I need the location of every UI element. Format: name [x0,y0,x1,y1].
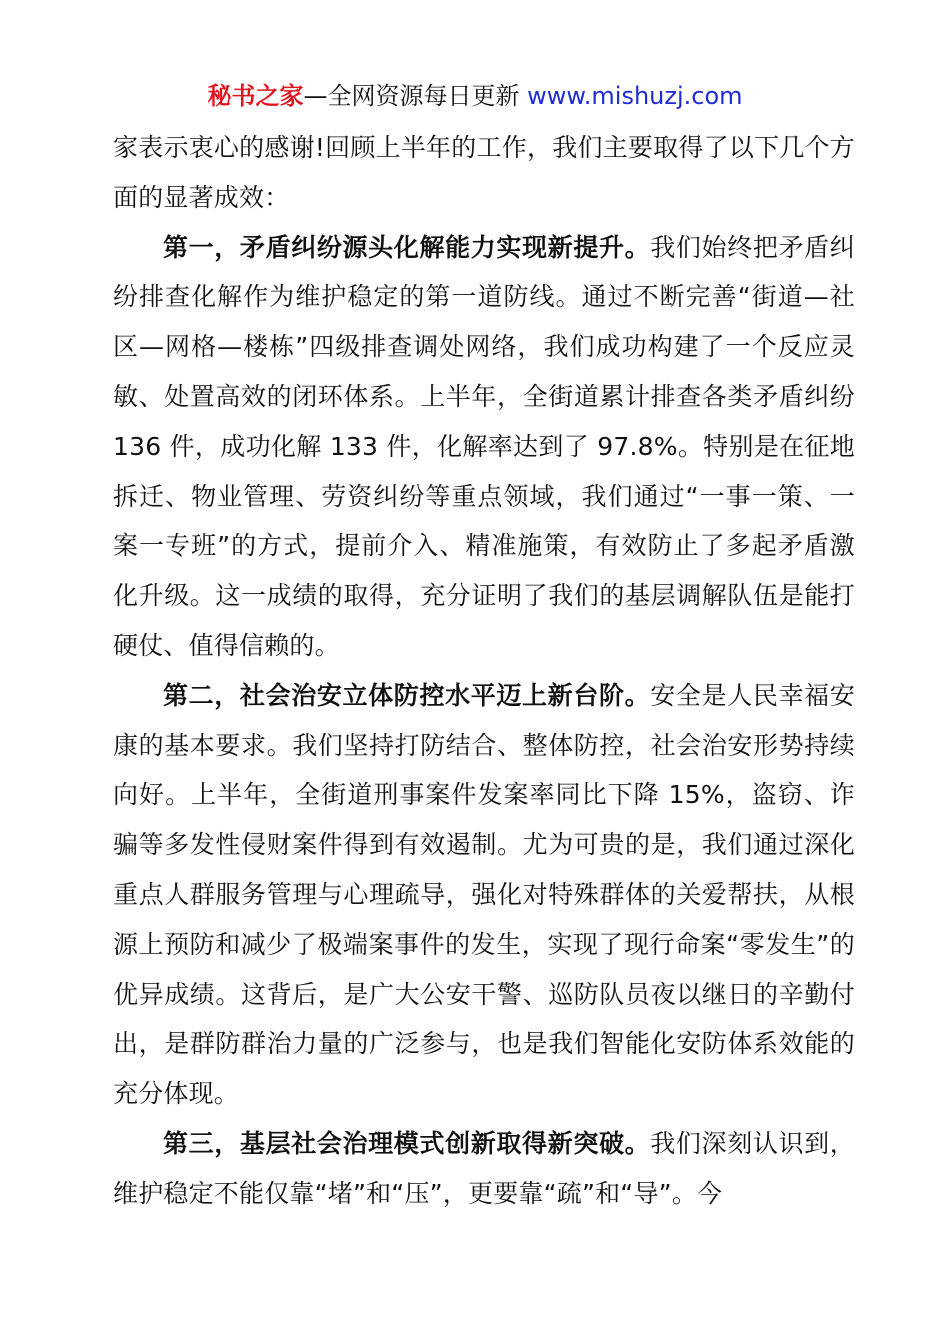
paragraph-heading: 第一，矛盾纠纷源头化解能力实现新提升。 [163,232,651,262]
paragraph-first [113,223,855,671]
paragraph-third [113,1119,855,1219]
site-header [0,80,950,112]
paragraph-second [113,671,855,1119]
paragraph-heading: 第三，基层社会治理模式创新取得新突破。 [163,1128,651,1158]
paragraph-text: 安全是人民幸福安康的基本要求。我们坚持打防结合、整体防控，社会治安形势持续向好。上半年，全街道刑事案件发案率同比下降 15%，盗窃、诈骗等多发性侵财案件得到有效遏制。尤为可贵的是，我们通过深化重点人群服务管理与心理疏导，强化对特殊群体的关爱帮扶，从根源上预防和减少了极端案事件的发生，实现了现行命案“零发生”的优异成绩。这背后，是广大公安干警、巡防队员夜以继日的辛勤付出，是群防群治力量的广泛参与，也是我们智能化安防体系效能的充分体现。 [113,680,855,1109]
site-brand: 秘书之家 [207,82,304,110]
document-body [113,123,855,1219]
paragraph-intro [113,123,855,223]
paragraph-text: 家表示衷心的感谢!回顾上半年的工作，我们主要取得了以下几个方面的显著成效： [113,133,855,212]
site-url-link[interactable]: www.mishuzj.com [527,82,743,110]
site-tagline: —全网资源每日更新 [303,82,528,110]
paragraph-heading: 第二，社会治安立体防控水平迈上新台阶。 [163,680,651,710]
paragraph-text: 我们深刻认识到，维护稳定不能仅靠“堵”和“压”，更要靠“疏”和“导”。今 [113,1128,855,1208]
paragraph-text: 我们始终把矛盾纠纷排查化解作为维护稳定的第一道防线。通过不断完善“街道—社区—网格—楼栋”四级排查调处网络，我们成功构建了一个反应灵敏、处置高效的闭环体系。上半年，全街道累计排查各类矛盾纠纷 136 件，成功化解 133 件，化解率达到了 97.8%。特别是在征地拆迁、物业管理、劳资纠纷等重点领域，我们通过“一事一策、一案一专班”的方式，提前介入、精准施策，有效防止了多起矛盾激化升级。这一成绩的取得，充分证明了我们的基层调解队伍是能打硬仗、值得信赖的。 [113,232,855,660]
